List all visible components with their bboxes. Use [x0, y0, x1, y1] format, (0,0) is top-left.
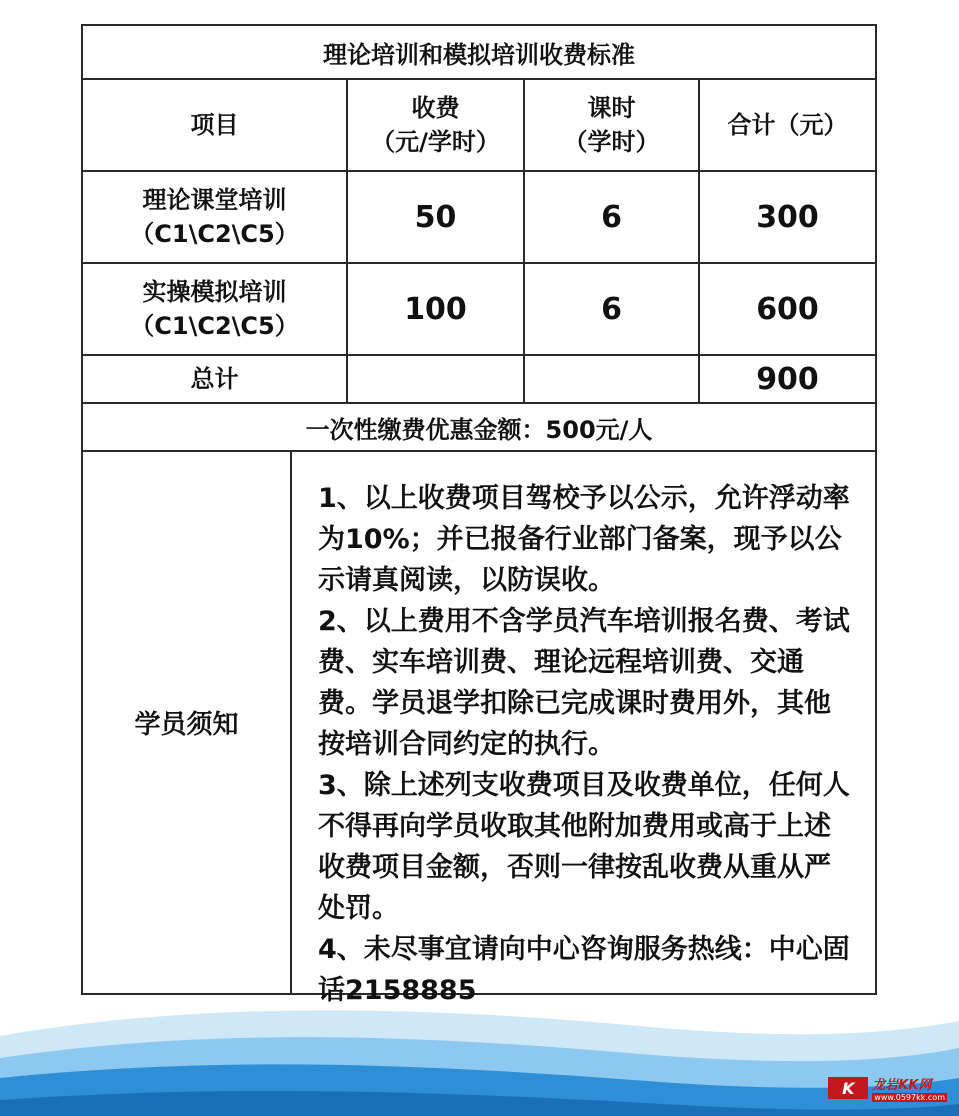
- row-name-line2: （C1\C2\C5）: [130, 220, 299, 248]
- header-fee: [348, 80, 525, 170]
- row-name-line1: 理论课堂培训: [142, 186, 287, 214]
- sum-total: 900: [756, 361, 819, 397]
- row-name-line2: （C1\C2\C5）: [130, 312, 299, 340]
- watermark-url: www.0597kk.com: [874, 1093, 945, 1102]
- table-title-row: [83, 26, 875, 80]
- site-watermark: [828, 1074, 947, 1102]
- header-fee-line2: （元/学时）: [371, 128, 500, 156]
- header-item: 项目: [83, 80, 348, 170]
- row-total: 600: [756, 291, 819, 327]
- row-item-name: [83, 172, 348, 262]
- row-total: 300: [756, 199, 819, 235]
- row-item-name: [83, 264, 348, 354]
- notice-body: [292, 452, 875, 1006]
- table-row: [83, 172, 875, 264]
- sum-label: 总计: [83, 356, 348, 402]
- notice-label: 学员须知: [83, 452, 292, 993]
- header-hours: [525, 80, 700, 170]
- table-row: [83, 264, 875, 356]
- sum-row: [83, 356, 875, 404]
- fee-table: [81, 24, 877, 1006]
- row-name-line1: 实操模拟培训: [142, 278, 287, 306]
- blue-wave-decoration: [0, 996, 959, 1116]
- header-total: 合计（元）: [727, 111, 848, 139]
- sum-fee: [348, 356, 525, 402]
- promo-row: [83, 404, 875, 452]
- notice-item: 4、未尽事宜请向中心咨询服务热线：中心固话2158885: [318, 934, 850, 1006]
- notice-item: 3、除上述列支收费项目及收费单位，任何人不得再向学员收取其他附加费用或高于上述收费项目金额，否则一律按乱收费从重从严处罚。: [318, 770, 850, 924]
- row-fee: 50: [348, 172, 525, 262]
- sum-hours: [525, 356, 700, 402]
- promo-text: 一次性缴费优惠金额：500元/人: [305, 415, 653, 444]
- notice-item: 2、以上费用不含学员汽车培训报名费、考试费、实车培训费、理论远程培训费、交通费。学员退学扣除已完成课时费用外，其他按培训合同约定的执行。: [318, 606, 850, 760]
- row-hours: 6: [525, 172, 700, 262]
- table-title: 理论培训和模拟培训收费标准: [323, 40, 635, 69]
- row-hours: 6: [525, 264, 700, 354]
- header-hours-line2: （学时）: [563, 128, 660, 156]
- header-hours-line1: 课时: [587, 94, 636, 122]
- kk-logo-icon: K: [828, 1077, 868, 1099]
- row-fee: 100: [348, 264, 525, 354]
- notice-row: [83, 452, 875, 1006]
- header-row: [83, 80, 875, 172]
- header-fee-line1: 收费: [411, 94, 460, 122]
- watermark-name: 龙岩KK网: [872, 1078, 932, 1093]
- notice-item: 1、以上收费项目驾校予以公示，允许浮动率为10%；并已报备行业部门备案，现予以公示请真阅读，以防误收。: [318, 483, 850, 596]
